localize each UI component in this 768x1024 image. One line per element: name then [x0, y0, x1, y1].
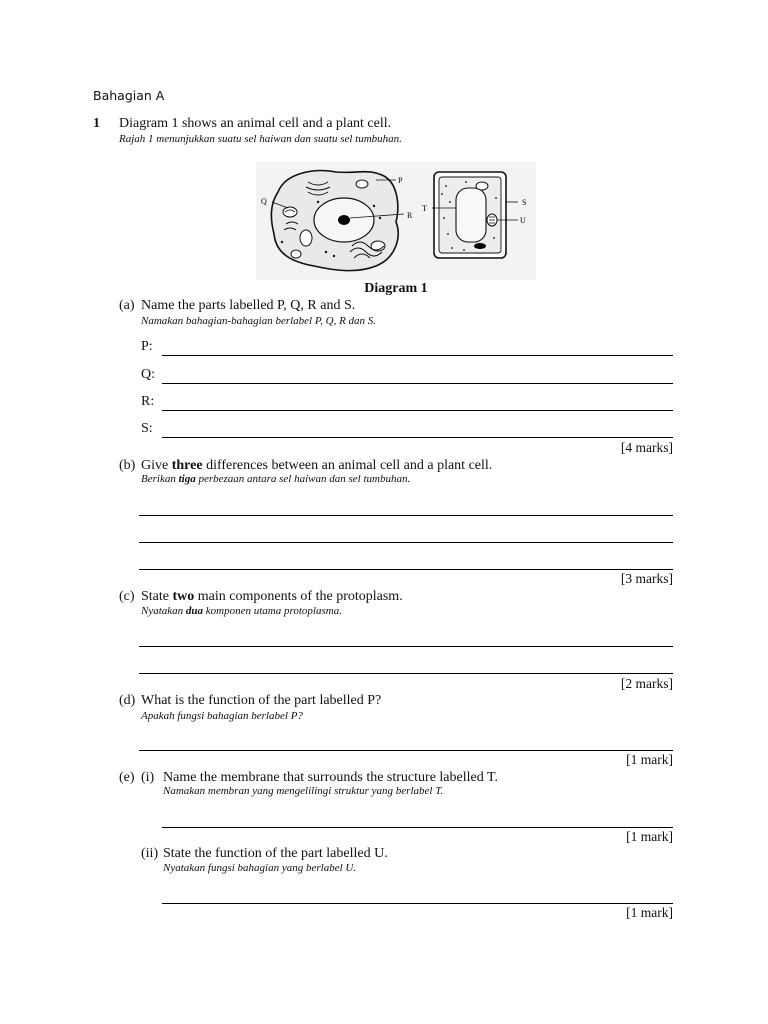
part-e-ii-question-ms: Nyatakan fungsi bahagian yang berlabel U.: [163, 862, 357, 874]
part-d-label: (d): [119, 693, 136, 708]
answer-line-P[interactable]: [162, 355, 673, 356]
part-a-question-en: Name the parts labelled P, Q, R and S.: [141, 298, 356, 313]
part-e-i-question-en: Name the membrane that surrounds the structure labelled T.: [163, 770, 498, 785]
answer-label-P: P:: [141, 339, 153, 354]
part-e-ii-question-en: State the function of the part labelled U.: [163, 846, 388, 861]
section-heading: Bahagian A: [93, 88, 165, 103]
part-b-marks: [3 marks]: [620, 571, 673, 586]
question-intro-ms: Rajah 1 menunjukkan suatu sel haiwan dan suatu sel tumbuhan.: [119, 133, 402, 145]
animal-cell: [271, 171, 404, 271]
answer-line-e-ii[interactable]: [162, 903, 673, 904]
answer-line-R[interactable]: [162, 410, 673, 411]
label-S: S: [522, 198, 527, 207]
label-U: U: [520, 216, 526, 225]
part-b-keyword: three: [171, 458, 203, 473]
answer-line-Q[interactable]: [162, 383, 673, 384]
part-c-label: (c): [119, 589, 135, 604]
part-b-label: (b): [119, 458, 136, 473]
part-c-question-ms: Nyatakan dua komponen utama protoplasma.: [141, 605, 342, 617]
answer-line-b3[interactable]: [139, 569, 673, 570]
answer-label-Q: Q:: [141, 367, 155, 382]
answer-line-c2[interactable]: [139, 673, 673, 674]
part-a-question-ms: Namakan bahagian-bahagian berlabel P, Q, R dan S.: [141, 315, 377, 327]
part-c-keyword-ms: dua: [185, 605, 204, 617]
answer-line-b2[interactable]: [139, 542, 673, 543]
label-R: R: [407, 211, 413, 220]
answer-label-S: S:: [141, 421, 153, 436]
answer-line-d[interactable]: [139, 750, 673, 751]
part-a-marks: [4 marks]: [620, 440, 673, 455]
part-e-label: (e): [119, 770, 135, 785]
part-b-keyword-ms: tiga: [178, 473, 196, 485]
question-intro-en: Diagram 1 shows an animal cell and a plant cell.: [119, 116, 392, 131]
part-b-question-ms: Berikan tiga perbezaan antara sel haiwan dan sel tumbuhan.: [141, 473, 411, 485]
label-P: P: [398, 176, 403, 185]
part-d-marks: [1 mark]: [626, 752, 673, 767]
part-e-i-marks: [1 mark]: [626, 829, 673, 844]
cell-diagram: [256, 162, 536, 280]
label-Q: Q: [261, 197, 267, 206]
label-T: T: [422, 204, 427, 213]
part-b-question-en: Give three differences between an animal cell and a plant cell.: [141, 458, 493, 473]
plant-cell: [432, 172, 518, 258]
part-c-marks: [2 marks]: [620, 676, 673, 691]
question-number: 1: [93, 116, 100, 131]
part-e-i-label: (i): [141, 770, 155, 785]
answer-line-e-i[interactable]: [162, 827, 673, 828]
part-c-question-en: State two main components of the protoplasm.: [141, 589, 403, 604]
part-e-ii-marks: [1 mark]: [626, 905, 673, 920]
part-e-i-question-ms: Namakan membran yang mengelilingi struktur yang berlabel T.: [163, 785, 444, 797]
answer-line-c1[interactable]: [139, 646, 673, 647]
part-c-keyword: two: [172, 589, 195, 604]
diagram-caption: Diagram 1: [364, 281, 428, 296]
answer-line-b1[interactable]: [139, 515, 673, 516]
part-d-question-ms: Apakah fungsi bahagian berlabel P?: [141, 710, 303, 722]
answer-line-S[interactable]: [162, 437, 673, 438]
part-d-question-en: What is the function of the part labelled P?: [141, 693, 382, 708]
answer-label-R: R:: [141, 394, 155, 409]
part-a-label: (a): [119, 298, 135, 313]
part-e-ii-label: (ii): [141, 846, 159, 861]
